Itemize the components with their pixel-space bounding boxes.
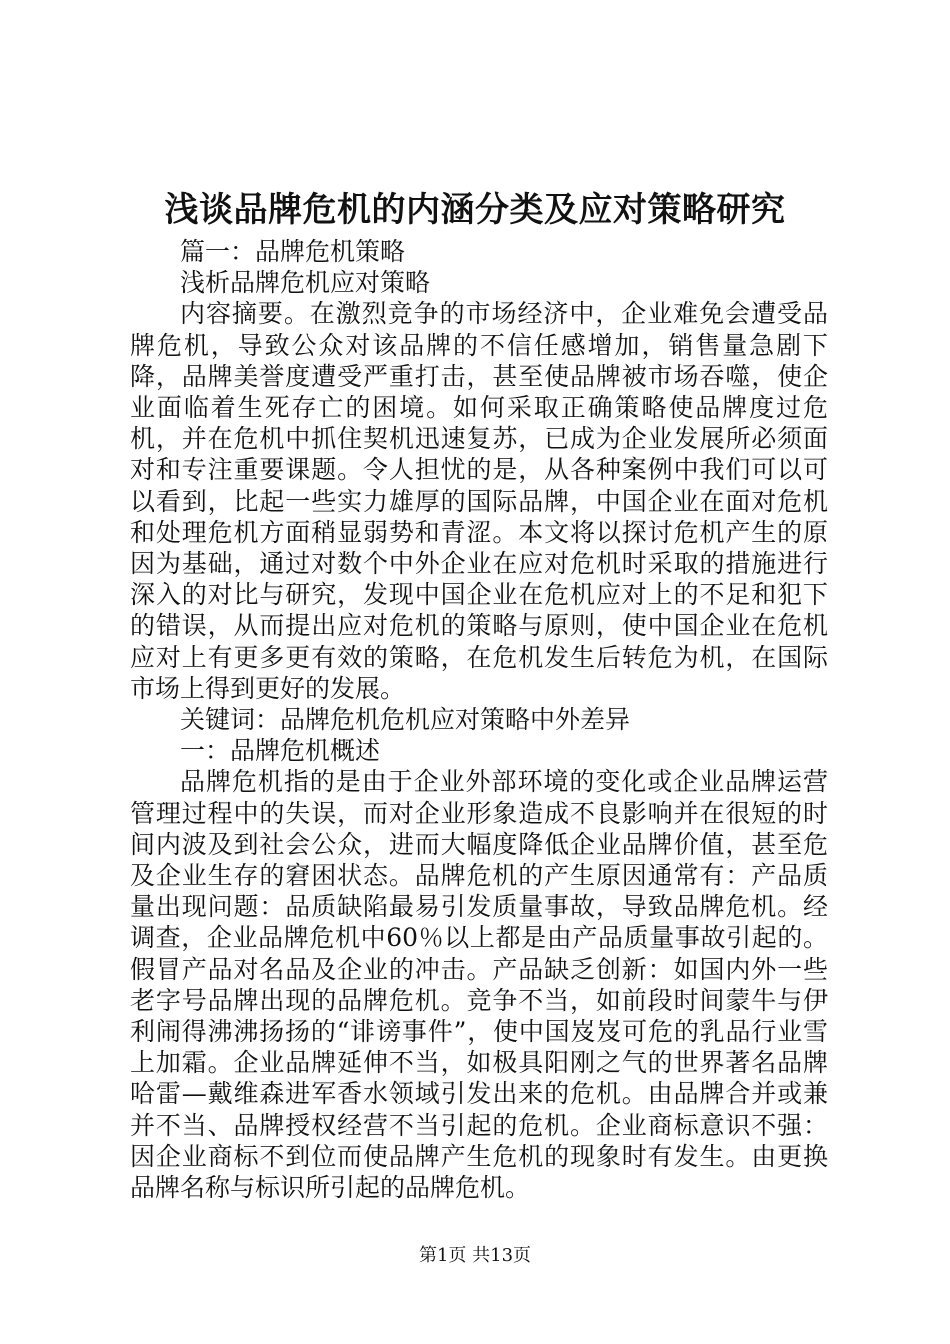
keywords: 关键词：品牌危机危机应对策略中外差异 xyxy=(180,705,631,735)
section-heading: 篇一：品牌危机策略 xyxy=(180,237,406,266)
document-title: 浅谈品牌危机的内涵分类及应对策略研究 xyxy=(164,190,786,230)
body-paragraph: 品牌危机指的是由于企业外部环境的变化或企业品牌运营管理过程中的失误，而对企业形象造成不良影响并在很短的时间内波及到社会公众，进而大幅度降低企业品牌价值，甚至危及企业生存的窘困状态。品牌危机的产生原因通常有：产品质量出现问题：品质缺陷最易引发质量事故，导致品牌危机。经调查，企业品牌危机中60％以上都是由产品质量事故引起的。假冒产品对名品及企业的冲击。产品缺乏创新：如国内外一些老字号品牌出现的品牌危机。竞争不当，如前段时间蒙牛与伊利闹得沸沸扬扬的“诽谤事件”，使中国岌岌可危的乳品行业雪上加霜。企业品牌延伸不当，如极具阳刚之气的世界著名品牌哈雷—戴维森进军香水领域引发出来的危机。由品牌合并或兼并不当、品牌授权经营不当引起的危机。企业商标意识不强：因企业商标不到位而使品牌产生危机的现象时有发生。由更换品牌名称与标识所引起的品牌危机。 xyxy=(130,767,828,1203)
section-heading: 一：品牌危机概述 xyxy=(180,736,381,766)
document-body xyxy=(130,236,828,1203)
abstract-paragraph: 内容摘要。在激烈竞争的市场经济中，企业难免会遭受品牌危机，导致公众对该品牌的不信任感增加，销售量急剧下降，品牌美誉度遭受严重打击，甚至使品牌被市场吞噬，使企业面临着生死存亡的困境。如何采取正确策略使品牌度过危机，并在危机中抓住契机迅速复苏，已成为企业发展所必须面对和专注重要课题。令人担忧的是，从各种案例中我们可以可以看到，比起一些实力雄厚的国际品牌，中国企业在面对危机和处理危机方面稍显弱势和青涩。本文将以探讨危机产生的原因为基础，通过对数个中外企业在应对危机时采取的措施进行深入的对比与研究，发现中国企业在危机应对上的不足和犯下的错误，从而提出应对危机的策略与原则，使中国企业在危机应对上有更多更有效的策略，在危机发生后转危为机，在国际市场上得到更好的发展。 xyxy=(130,299,828,703)
subtitle: 浅析品牌危机应对策略 xyxy=(180,268,431,298)
page-number: 第1页 共13页 xyxy=(418,1245,532,1266)
